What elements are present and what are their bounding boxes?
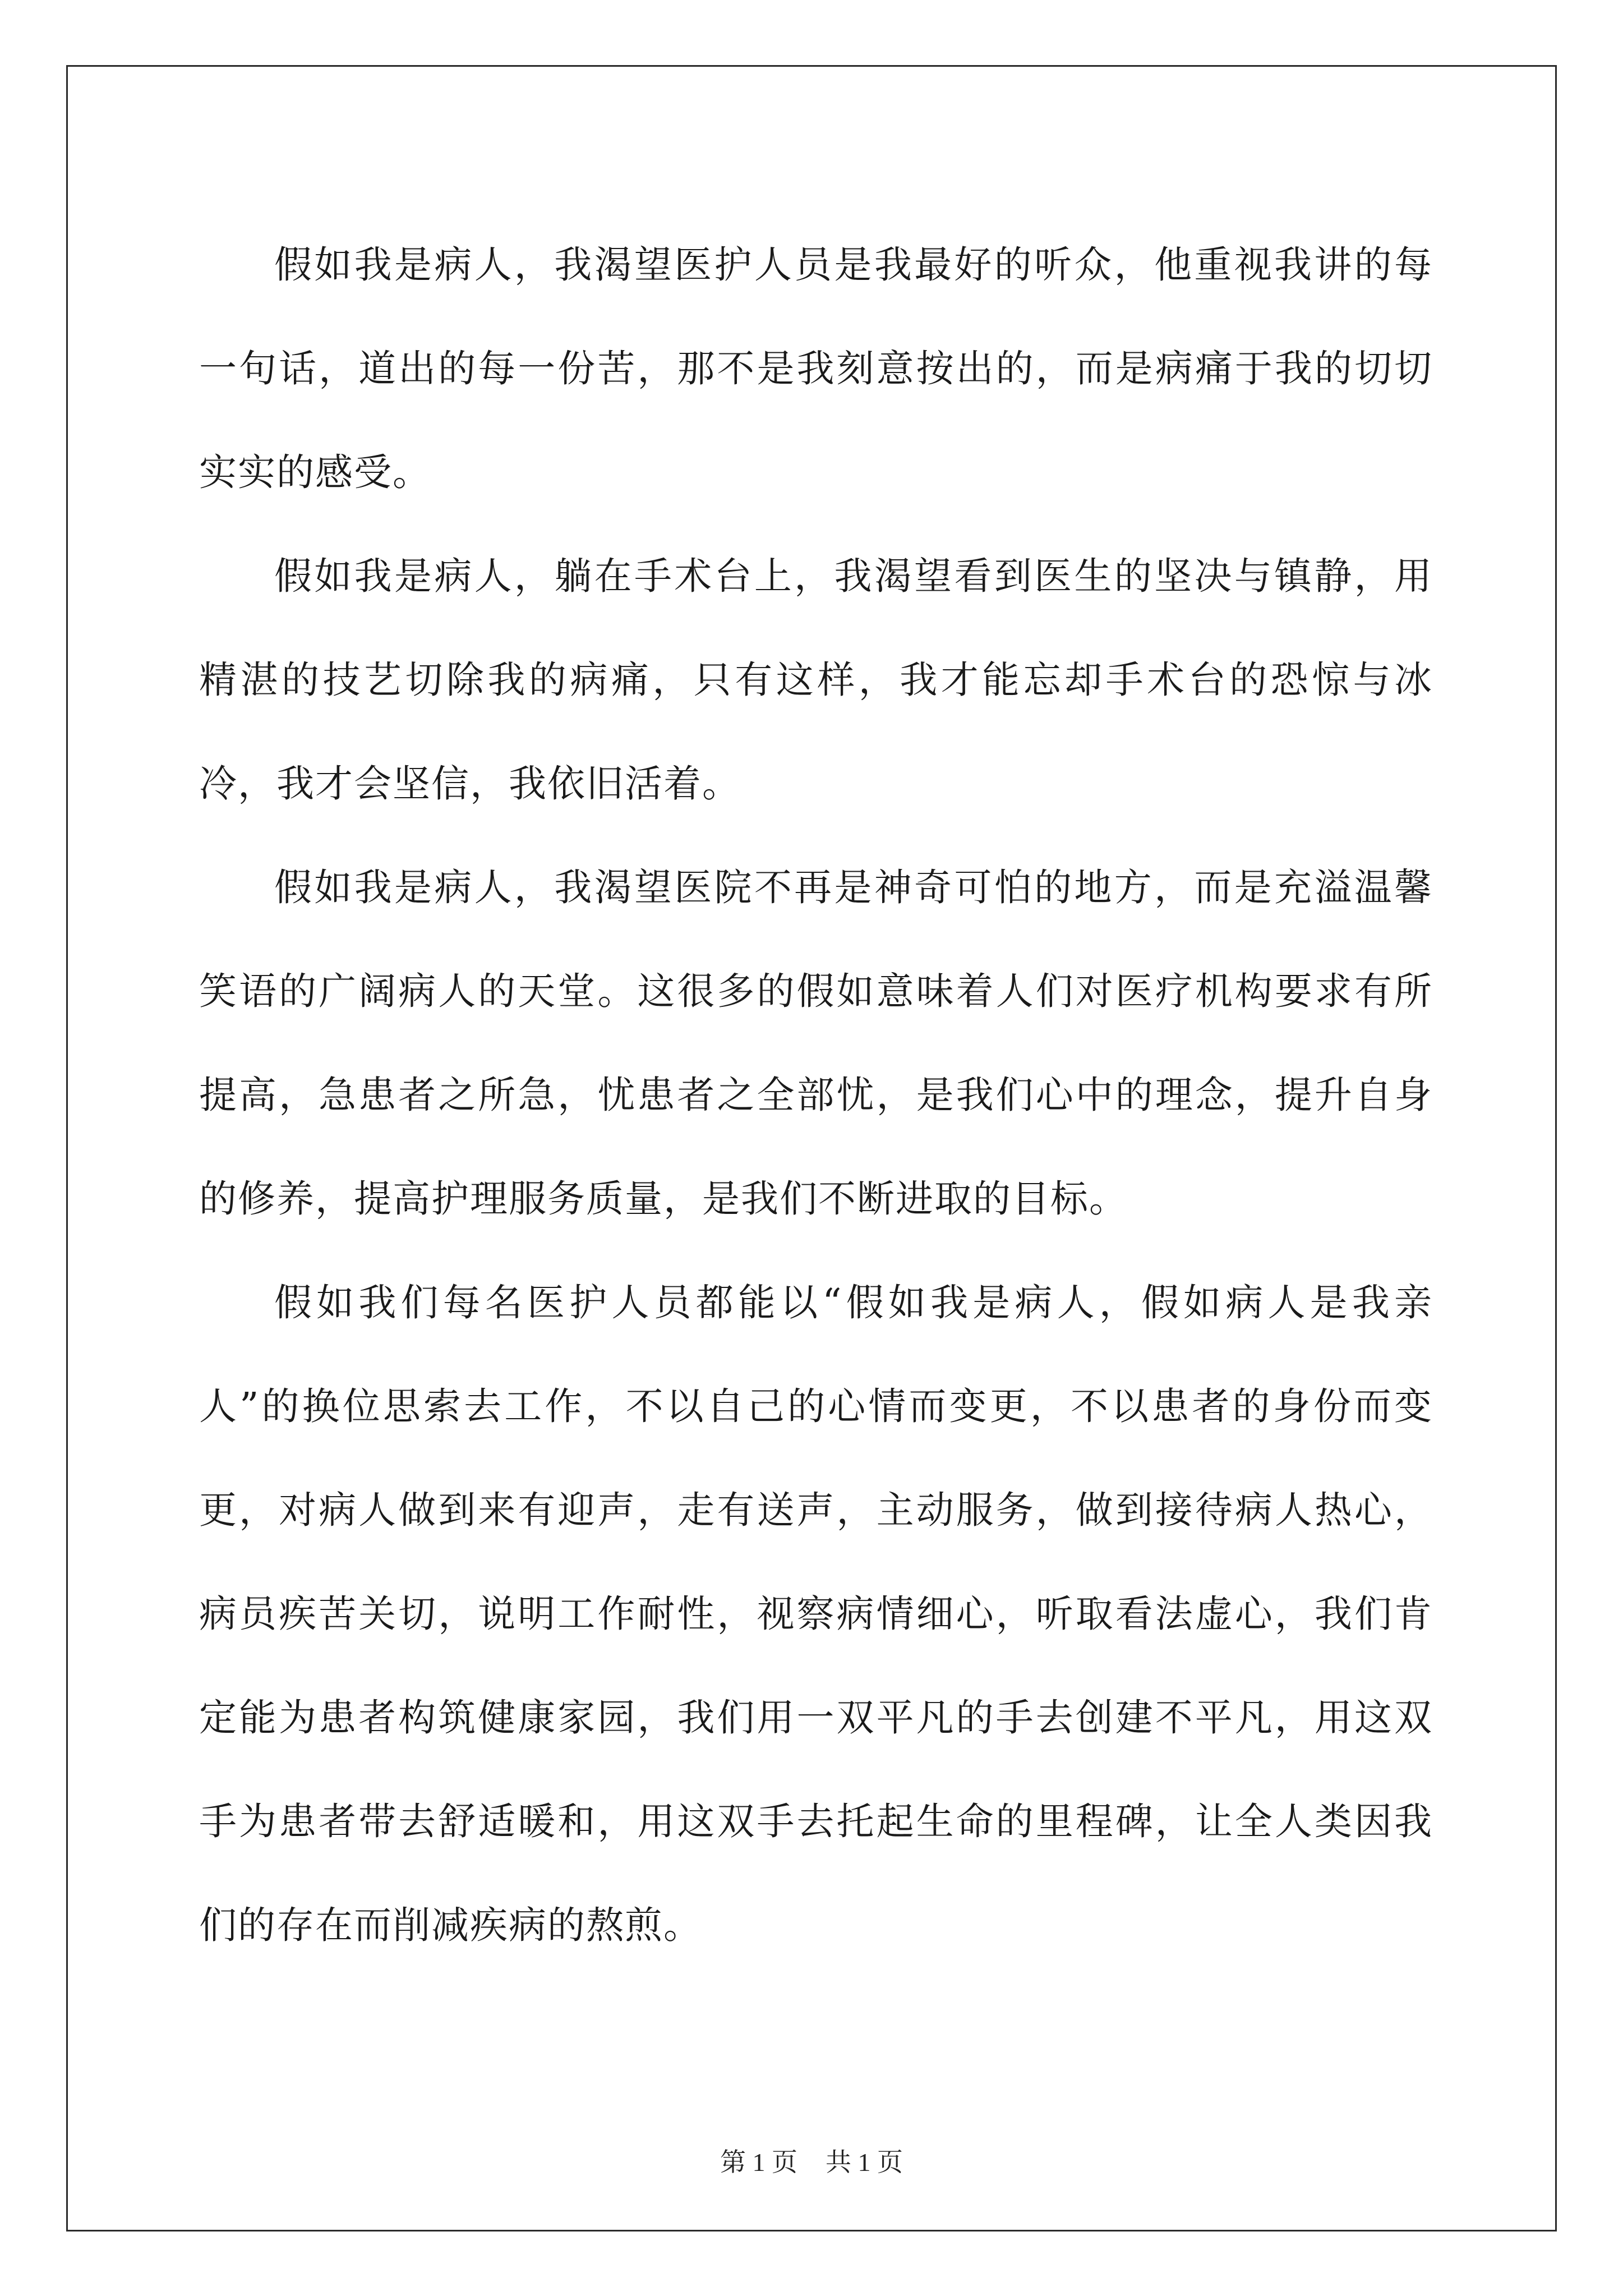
page-footer	[0, 2150, 1623, 2175]
page-number: 第 1 页	[720, 2148, 797, 2177]
paragraph-4: 假如我们每名医护人员都能以“假如我是病人，假如病人是我亲人”的换位思索去工作，不以自己的心情而变更，不以患者的身份而变更，对病人做到来有迎声，走有送声，主动服务，做到接待病人热心，病员疾苦关切，说明工作耐性，视察病情细心，听取看法虚心，我们肯定能为患者构筑健康家园，我们用一双平凡的手去创建不平凡，用这双手为患者带去舒适暖和，用这双手去托起生命的里程碑，让全人类因我们的存在而削减疾病的熬煎。	[199, 1281, 1433, 1947]
paragraph-1: 假如我是病人，我渴望医护人员是我最好的听众，他重视我讲的每一句话，道出的每一份苦，那不是我刻意按出的，而是病痛于我的切切实实的感受。	[199, 243, 1433, 494]
page-total: 共 1 页	[826, 2148, 903, 2177]
paragraph-3: 假如我是病人，我渴望医院不再是神奇可怕的地方，而是充溢温馨笑语的广阔病人的天堂。这很多的假如意味着人们对医疗机构要求有所提高，急患者之所急，忧患者之全部忧，是我们心中的理念，提升自身的修养，提高护理服务质量，是我们不断进取的目标。	[199, 866, 1433, 1221]
document-body	[199, 213, 1433, 1977]
paragraph-2: 假如我是病人，躺在手术台上，我渴望看到医生的坚决与镇静，用精湛的技艺切除我的病痛，只有这样，我才能忘却手术台的恐惊与冰冷，我才会坚信，我依旧活着。	[199, 554, 1433, 806]
